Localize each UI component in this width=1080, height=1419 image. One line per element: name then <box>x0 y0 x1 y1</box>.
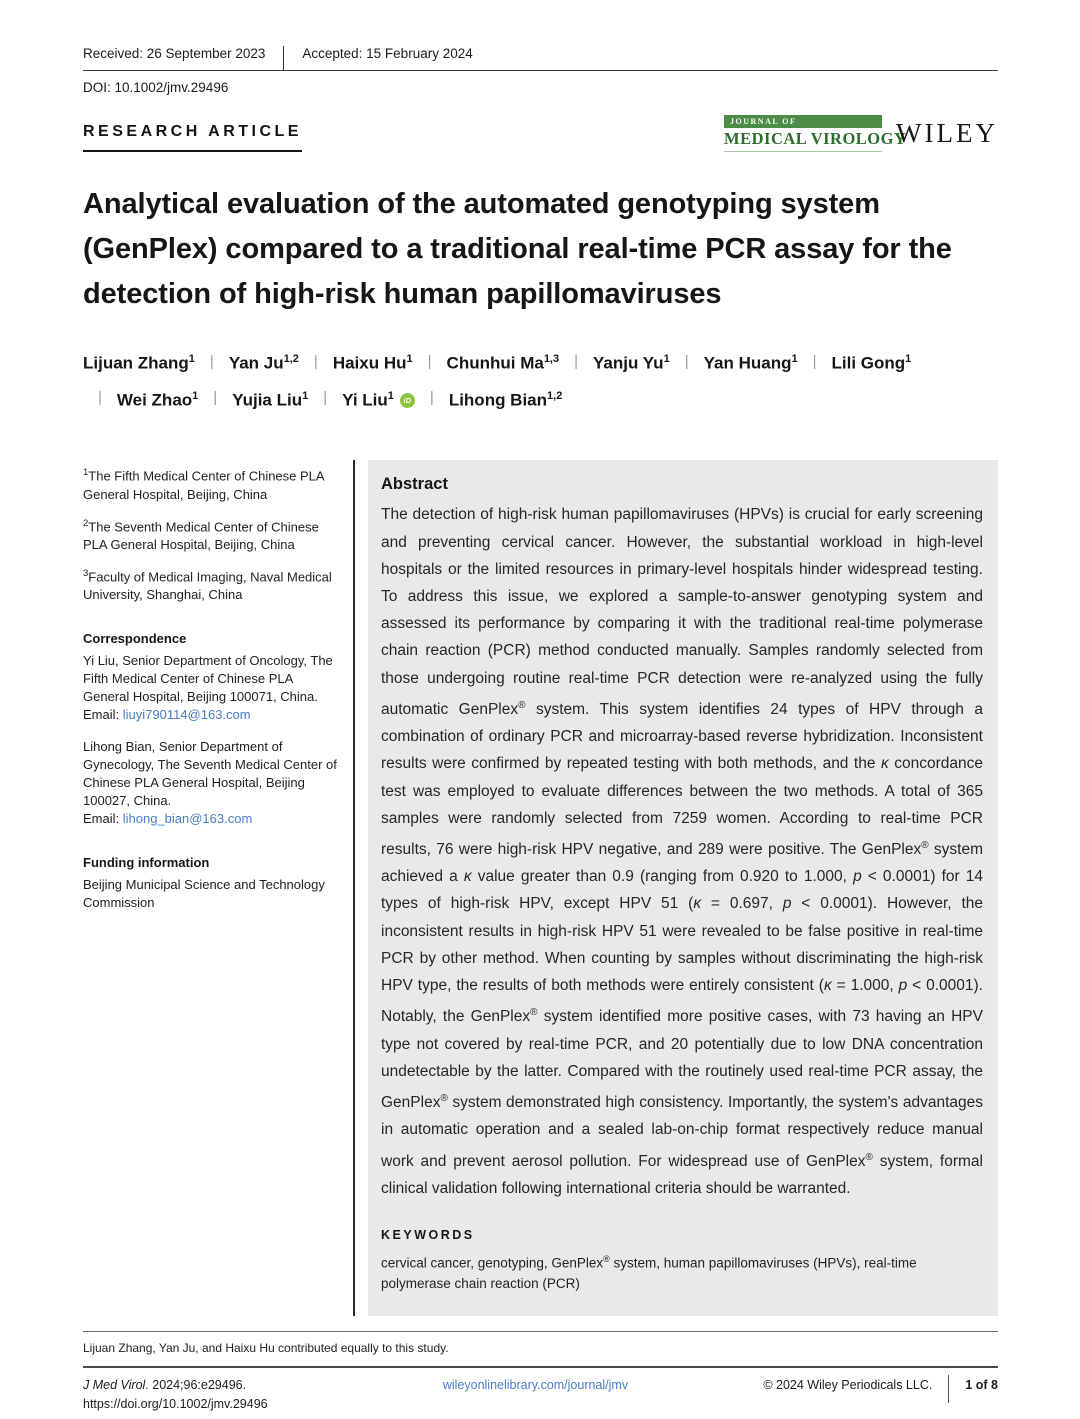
author: Wei Zhao$^1$ <box>116 389 199 410</box>
journal-logo-name: MEDICAL VIROLOGY <box>724 128 882 152</box>
author-separator: | <box>429 389 434 407</box>
journal-logo-top: JOURNAL OF <box>724 115 882 128</box>
affiliation: $^3$Faculty of Medical Imaging, Naval Medical University, Shanghai, China <box>83 567 332 603</box>
funding-text: Beijing Municipal Science and Technology Commission <box>83 877 325 911</box>
author: Yan Huang$^1$ <box>703 353 798 373</box>
author: Yan Ju$^{1,2}$ <box>228 353 299 373</box>
affiliation-list <box>83 464 341 604</box>
doi-url: https://doi.org/10.1002/jmv.29496 <box>83 1396 268 1411</box>
article-type-label: RESEARCH ARTICLE <box>83 123 302 152</box>
author: Yanju Yu$^1$ <box>593 353 670 373</box>
correspondence-entry: Lihong Bian, Senior Department of Gynecology, The Seventh Medical Center of Chinese PLA General Hospital, Beijing 100027, China. Email: lihong_bian@163.com <box>83 739 337 827</box>
author-separator: | <box>98 389 102 407</box>
author-list <box>83 343 943 416</box>
footer-rule-thin <box>83 1331 998 1332</box>
author: Yi Liu$^1$ iD <box>342 380 415 417</box>
email-link[interactable]: liuyi790114@163.com <box>122 707 251 723</box>
author-separator: | <box>812 352 817 370</box>
footer-citation-block <box>83 1376 268 1414</box>
author-separator: | <box>213 389 218 407</box>
logos <box>724 115 998 152</box>
author-separator: | <box>427 352 432 370</box>
journal-citation: J Med Virol. 2024;96:e29496. <box>83 1377 247 1392</box>
main-content <box>83 460 998 1315</box>
header-meta <box>83 46 998 70</box>
author: Chunhui Ma$^{1,3}$ <box>446 353 560 373</box>
correspondence-heading: Correspondence <box>83 631 187 647</box>
author: Lili Gong$^1$ <box>831 353 912 373</box>
contributors-note: Lijuan Zhang, Yan Ju, and Haixu Hu contributed equally to this study. <box>83 1340 449 1355</box>
type-row <box>83 115 998 152</box>
wiley-logo: WILEY <box>896 118 998 148</box>
funding-heading: Funding information <box>83 855 210 871</box>
journal-url-link[interactable]: wileyonlinelibrary.com/journal/jmv <box>442 1377 629 1392</box>
orcid-icon[interactable]: iD <box>400 393 415 408</box>
email-link[interactable]: lihong_bian@163.com <box>122 811 253 827</box>
correspondence-entry: Yi Liu, Senior Department of Oncology, The Fifth Medical Center of Chinese PLA General Hospital, Beijing 100071, China. Email: liuyi790114@163.com <box>83 653 333 723</box>
author-separator: | <box>684 352 689 370</box>
journal-logo <box>724 115 907 152</box>
keywords-text: cervical cancer, genotyping, GenPlex® system, human papillomaviruses (HPVs), real-time polymerase chain reaction (PCR) <box>381 1254 917 1291</box>
author: Yujia Liu$^1$ <box>232 389 309 410</box>
author-separator: | <box>313 352 318 370</box>
accepted-date: Accepted: 15 February 2024 <box>302 46 473 61</box>
abstract-heading: Abstract <box>381 475 448 494</box>
sidebar <box>83 460 341 1315</box>
abstract-box <box>368 460 998 1315</box>
author-separator: | <box>323 389 328 407</box>
meta-divider <box>283 46 284 71</box>
footer-right <box>763 1376 998 1414</box>
author: Lihong Bian$^{1,2}$ <box>448 389 563 410</box>
author-separator: | <box>209 352 214 370</box>
footer <box>83 1331 998 1414</box>
author-separator: | <box>574 352 579 370</box>
footer-row <box>83 1376 998 1414</box>
received-date: Received: 26 September 2023 <box>83 46 266 61</box>
column-divider <box>353 460 355 1315</box>
footer-divider <box>948 1375 949 1403</box>
header-rule <box>83 70 998 71</box>
affiliation: $^1$The Fifth Medical Center of Chinese PLA General Hospital, Beijing, China <box>83 467 324 502</box>
doi: DOI: 10.1002/jmv.29496 <box>83 80 229 95</box>
page-number: 1 of 8 <box>965 1377 998 1392</box>
author: Haixu Hu$^1$ <box>332 353 413 373</box>
correspondence-list <box>83 652 341 828</box>
footer-rule-thick <box>83 1366 998 1368</box>
author: Lijuan Zhang$^1$ <box>83 353 195 373</box>
affiliation: $^2$The Seventh Medical Center of Chinese PLA General Hospital, Beijing, China <box>83 517 319 552</box>
keywords-heading: KEYWORDS <box>381 1228 475 1243</box>
abstract-text: The detection of high-risk human papillomaviruses (HPVs) is crucial for early screening and preventing cervical cancer. However, the substantial workload in high-level hospitals or the limited resources in primary-level hospitals hinder widespread testing. To address this issue, we explored a sample-to-answer genotyping system and assessed its performance by comparing it with the traditional real-time polymerase chain reaction (PCR) method conducted manually. Samples randomly selected from those undergoing routine real-time PCR detection were re-analyzed using the fully automatic GenPlex® system. This system identifies 24 types of HPV through a combination of ordinary PCR and microarray-based reverse hybridization. Inconsistent results were confirmed by repeated testing with both methods, and the κ concordance test was employed to evaluate differences between the two methods. A total of 365 samples were randomly selected from 7259 women. According to real-time PCR results, 76 were high-risk HPV negative, and 289 were positive. The GenPlex® system achieved a κ value greater than 0.9 (ranging from 0.920 to 1.000, p < 0.0001) for 14 types of high-risk HPV, except HPV 51 (κ = 0.697, p < 0.0001). However, the inconsistent results in high-risk HPV 51 were revealed to be false positive in real-time PCR by other method. When counting by samples without discriminating the high-risk HPV type, the results of both methods were entirely consistent (κ = 1.000, p < 0.0001). Notably, the GenPlex® system identified more positive cases, with 73 having an HPV type not covered by real-time PCR, and 20 potentially due to low DNA concentration undetectable by the latter. Compared with the routinely used real-time PCR assay, the GenPlex® system demonstrated high consistency. Importantly, the system's advantages in automatic operation and a sealed lab-on-chip format respectively reduce manual work and prevent aerosol pollution. For widespread use of GenPlex® system, formal clinical validation following international criteria should be warranted. <box>381 506 984 1197</box>
page-title: Analytical evaluation of the automated genotyping system (GenPlex) compared to a traditional real-time PCR assay for the detection of high-risk human papillomaviruses <box>83 188 952 310</box>
copyright-notice: © 2024 Wiley Periodicals LLC. <box>763 1377 933 1392</box>
